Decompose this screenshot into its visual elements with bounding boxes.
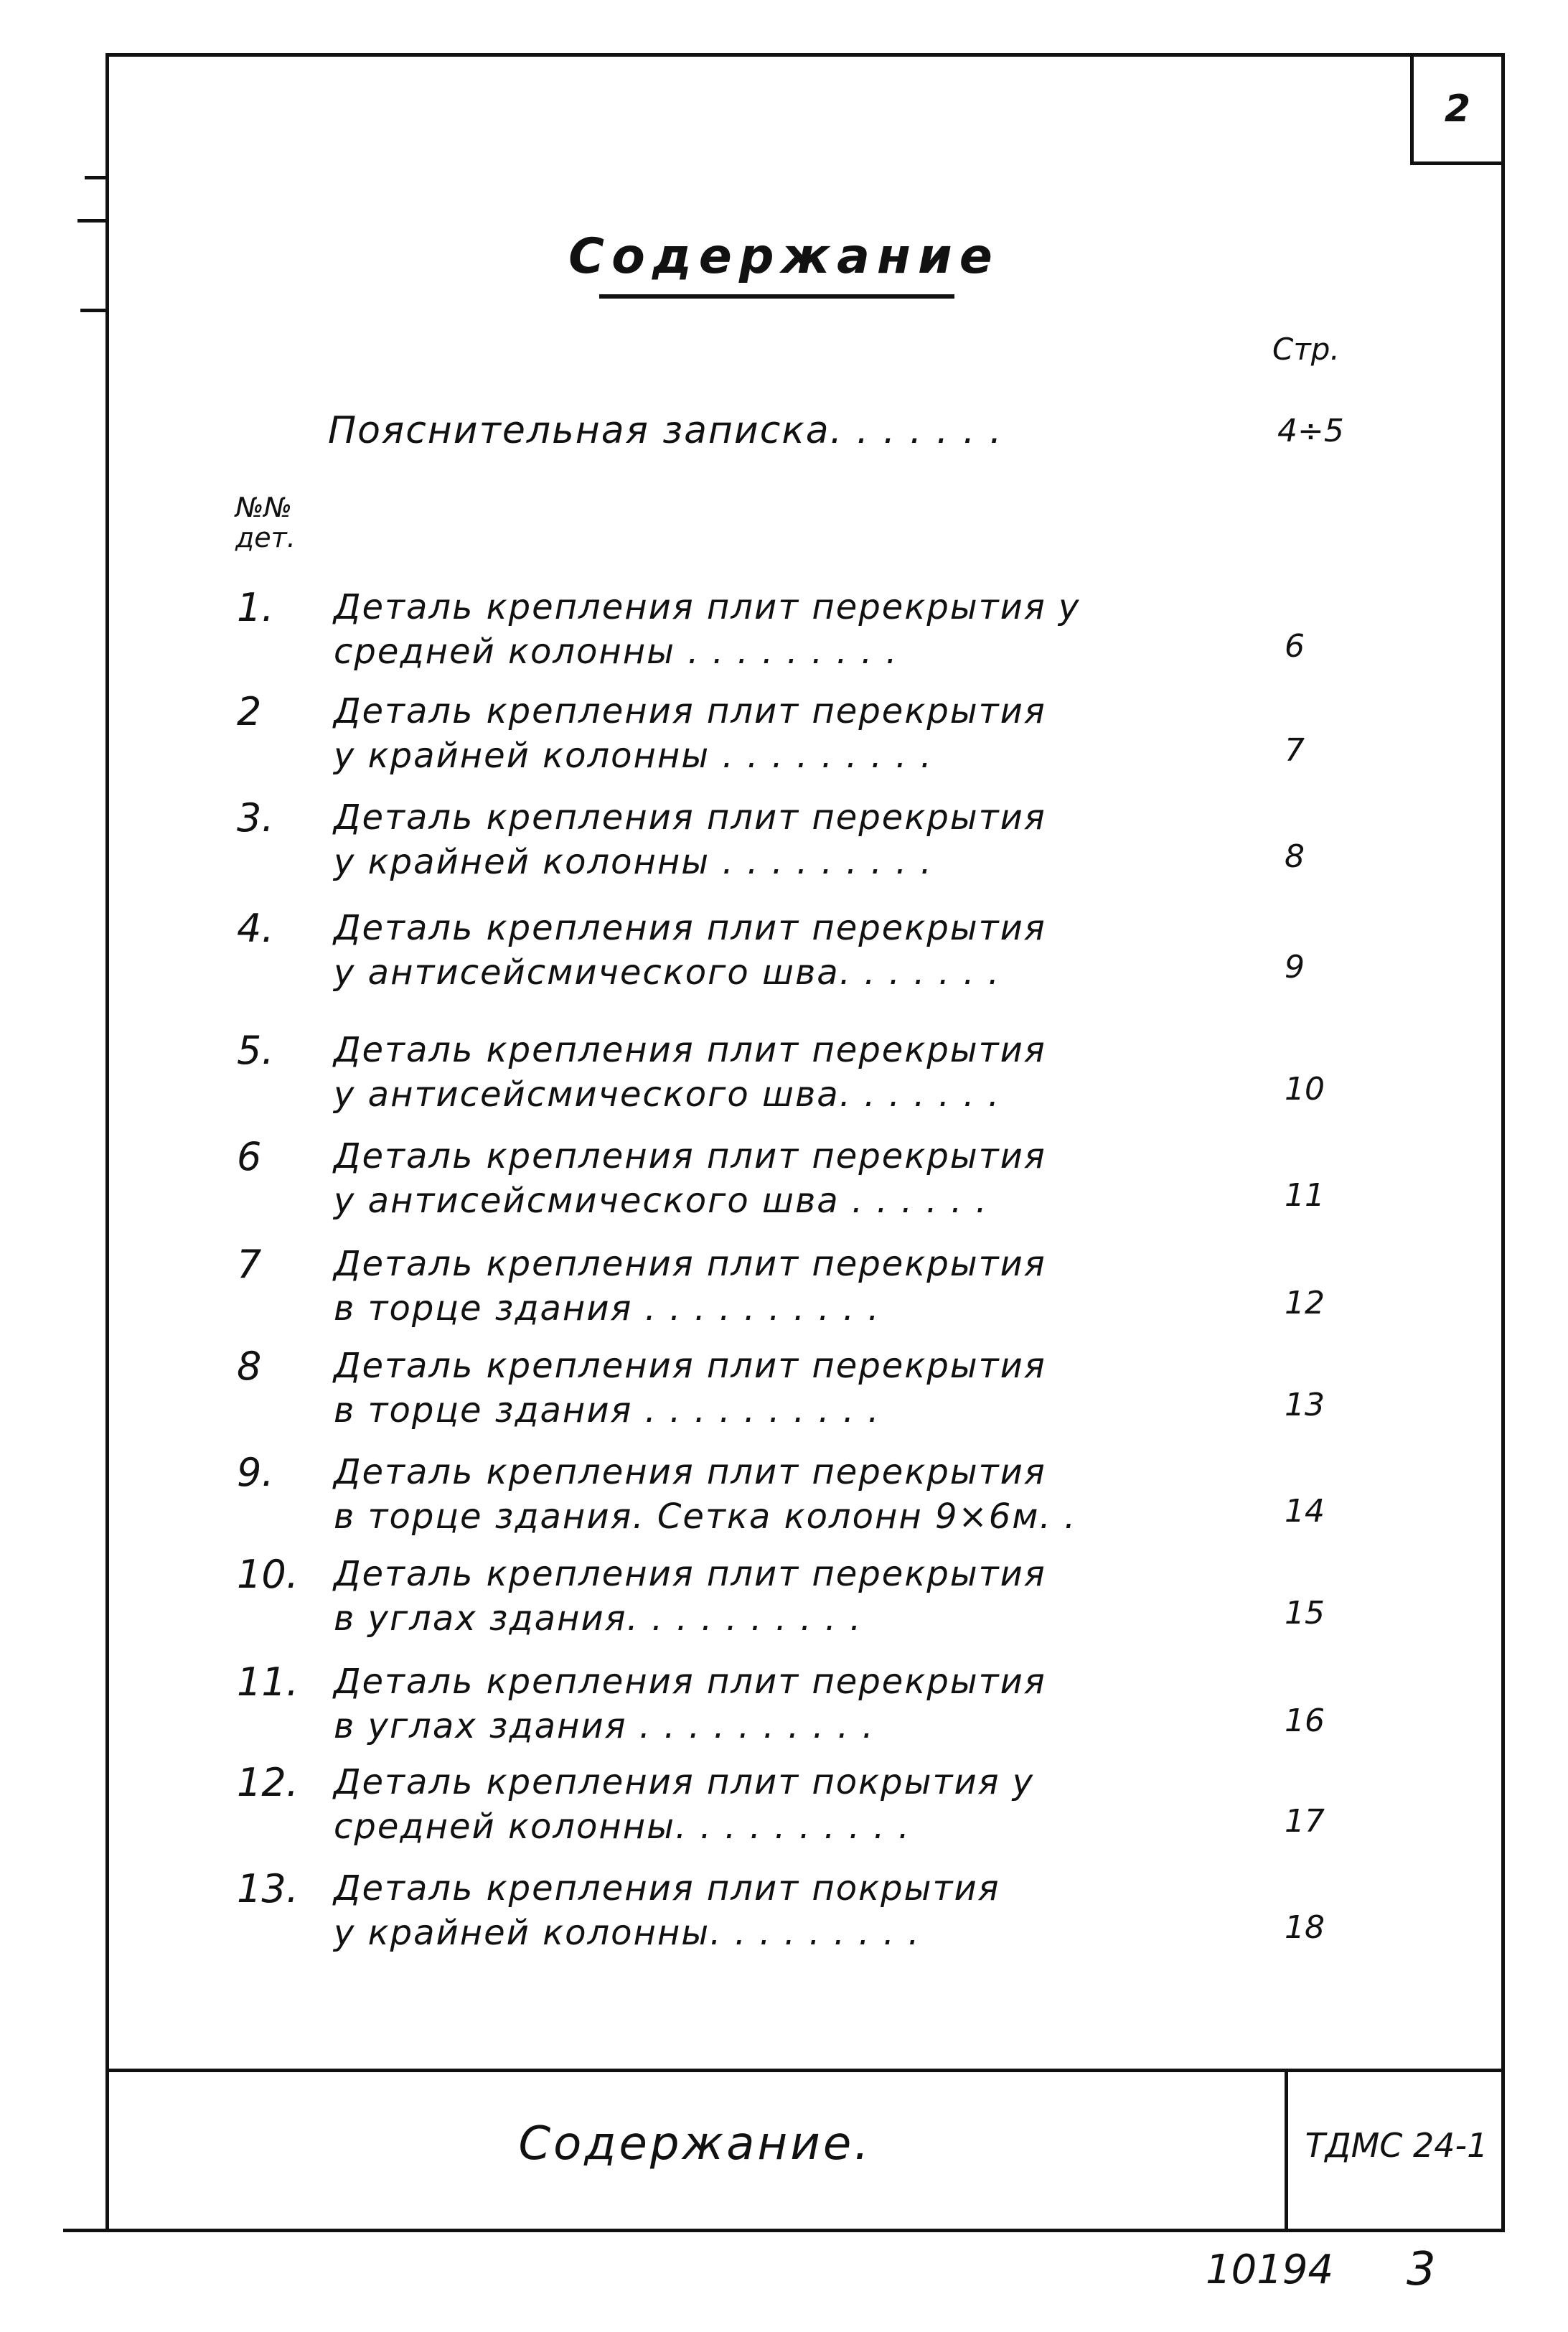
inventory-number: 10194 — [1206, 2247, 1334, 2293]
title-block-code: ТДМС 24-1 — [1305, 2126, 1488, 2165]
intro-pages: 4÷5 — [1277, 413, 1344, 449]
item-number: 9. — [237, 1450, 274, 1495]
item-line: в углах здания. . . . . . . . . . — [334, 1598, 863, 1639]
item-line: у крайней колонны. . . . . . . . . — [334, 1913, 921, 1953]
item-number: 8 — [237, 1344, 262, 1389]
detail-header-line: №№ — [235, 492, 293, 523]
item-line: в торце здания . . . . . . . . . . — [334, 1288, 881, 1329]
detail-header-line: дет. — [235, 522, 296, 553]
list-item — [0, 1450, 1568, 1543]
list-item — [0, 1552, 1568, 1645]
item-page: 9 — [1285, 949, 1305, 985]
item-number: 11. — [237, 1659, 299, 1705]
item-number: 5. — [237, 1028, 274, 1073]
page-title: Содержание — [568, 228, 1000, 285]
item-page: 17 — [1285, 1803, 1325, 1840]
item-line: Деталь крепления плит перекрытия у — [334, 587, 1081, 627]
sheet-number: 2 — [1410, 53, 1505, 165]
item-number: 13. — [237, 1866, 299, 1911]
item-description — [334, 1866, 1000, 1955]
list-item — [0, 585, 1568, 678]
item-line: Деталь крепления плит перекрытия — [334, 1136, 1046, 1176]
item-page: 14 — [1285, 1493, 1325, 1530]
item-description — [334, 689, 1046, 778]
detail-column-header — [235, 492, 296, 553]
list-item — [0, 1760, 1568, 1853]
item-line: Деталь крепления плит перекрытия — [334, 797, 1046, 838]
page-column-header: Стр. — [1272, 332, 1340, 367]
item-line: Деталь крепления плит покрытия у — [334, 1762, 1035, 1802]
item-description — [334, 1134, 1046, 1223]
item-number: 10. — [237, 1552, 299, 1597]
item-line: Деталь крепления плит перекрытия — [334, 1554, 1046, 1594]
item-line: Деталь крепления плит перекрытия — [334, 1244, 1046, 1284]
list-item — [0, 1659, 1568, 1753]
item-line: Деталь крепления плит перекрытия — [334, 1662, 1046, 1702]
margin-tick — [80, 309, 106, 312]
item-page: 11 — [1285, 1177, 1325, 1214]
item-line: у крайней колонны . . . . . . . . . — [334, 842, 933, 882]
item-page: 13 — [1285, 1387, 1325, 1423]
item-page: 10 — [1285, 1071, 1325, 1108]
item-line: в торце здания . . . . . . . . . . — [334, 1390, 881, 1430]
item-description — [334, 1242, 1046, 1331]
intro-label: Пояснительная записка. . . . . . . — [328, 409, 1003, 452]
item-line: Деталь крепления плит перекрытия — [334, 1346, 1046, 1386]
item-line: средней колонны. . . . . . . . . . — [334, 1807, 911, 1847]
margin-tick — [78, 219, 106, 223]
list-item — [0, 1134, 1568, 1227]
item-line: Деталь крепления плит перекрытия — [334, 691, 1046, 731]
item-description — [334, 1552, 1046, 1641]
item-description — [334, 1344, 1046, 1433]
list-item — [0, 1028, 1568, 1121]
item-number: 4. — [237, 906, 274, 951]
item-line: Деталь крепления плит перекрытия — [334, 908, 1046, 948]
item-number: 3. — [237, 795, 274, 840]
item-page: 18 — [1285, 1909, 1325, 1946]
page-number: 3 — [1407, 2243, 1436, 2296]
item-page: 16 — [1285, 1703, 1325, 1739]
item-line: Деталь крепления плит перекрытия — [334, 1452, 1046, 1492]
item-page: 12 — [1285, 1285, 1325, 1321]
item-line: Деталь крепления плит покрытия — [334, 1868, 1000, 1909]
item-line: у антисейсмического шва . . . . . . — [334, 1181, 988, 1221]
item-description — [334, 795, 1046, 884]
title-underline — [599, 294, 954, 299]
item-line: Деталь крепления плит перекрытия — [334, 1030, 1046, 1070]
item-page: 15 — [1285, 1595, 1325, 1631]
item-description — [334, 1659, 1046, 1748]
item-number: 2 — [237, 689, 262, 734]
item-description — [334, 585, 1080, 674]
item-number: 6 — [237, 1134, 262, 1179]
item-page: 7 — [1285, 732, 1305, 769]
item-description — [334, 1760, 1034, 1849]
item-number: 1. — [237, 585, 274, 630]
item-line: у крайней колонны . . . . . . . . . — [334, 736, 933, 776]
item-description — [334, 1450, 1076, 1539]
list-item — [0, 1242, 1568, 1335]
list-item — [0, 689, 1568, 782]
item-page: 6 — [1285, 628, 1305, 665]
item-line: в углах здания . . . . . . . . . . — [334, 1706, 875, 1746]
list-item — [0, 906, 1568, 999]
item-description — [334, 1028, 1046, 1117]
item-line: у антисейсмического шва. . . . . . . — [334, 952, 1000, 993]
title-block-name: Содержание. — [518, 2117, 872, 2171]
item-number: 7 — [237, 1242, 262, 1287]
margin-tick — [85, 176, 106, 179]
item-description — [334, 906, 1046, 995]
list-item — [0, 1344, 1568, 1437]
item-line: в торце здания. Сетка колонн 9×6м. . — [334, 1497, 1077, 1537]
item-line: средней колонны . . . . . . . . . — [334, 632, 898, 672]
item-number: 12. — [237, 1760, 299, 1805]
item-page: 8 — [1285, 838, 1305, 875]
item-line: у антисейсмического шва. . . . . . . — [334, 1074, 1000, 1115]
list-item — [0, 1866, 1568, 1959]
bottom-line — [63, 2229, 1427, 2232]
list-item — [0, 795, 1568, 889]
